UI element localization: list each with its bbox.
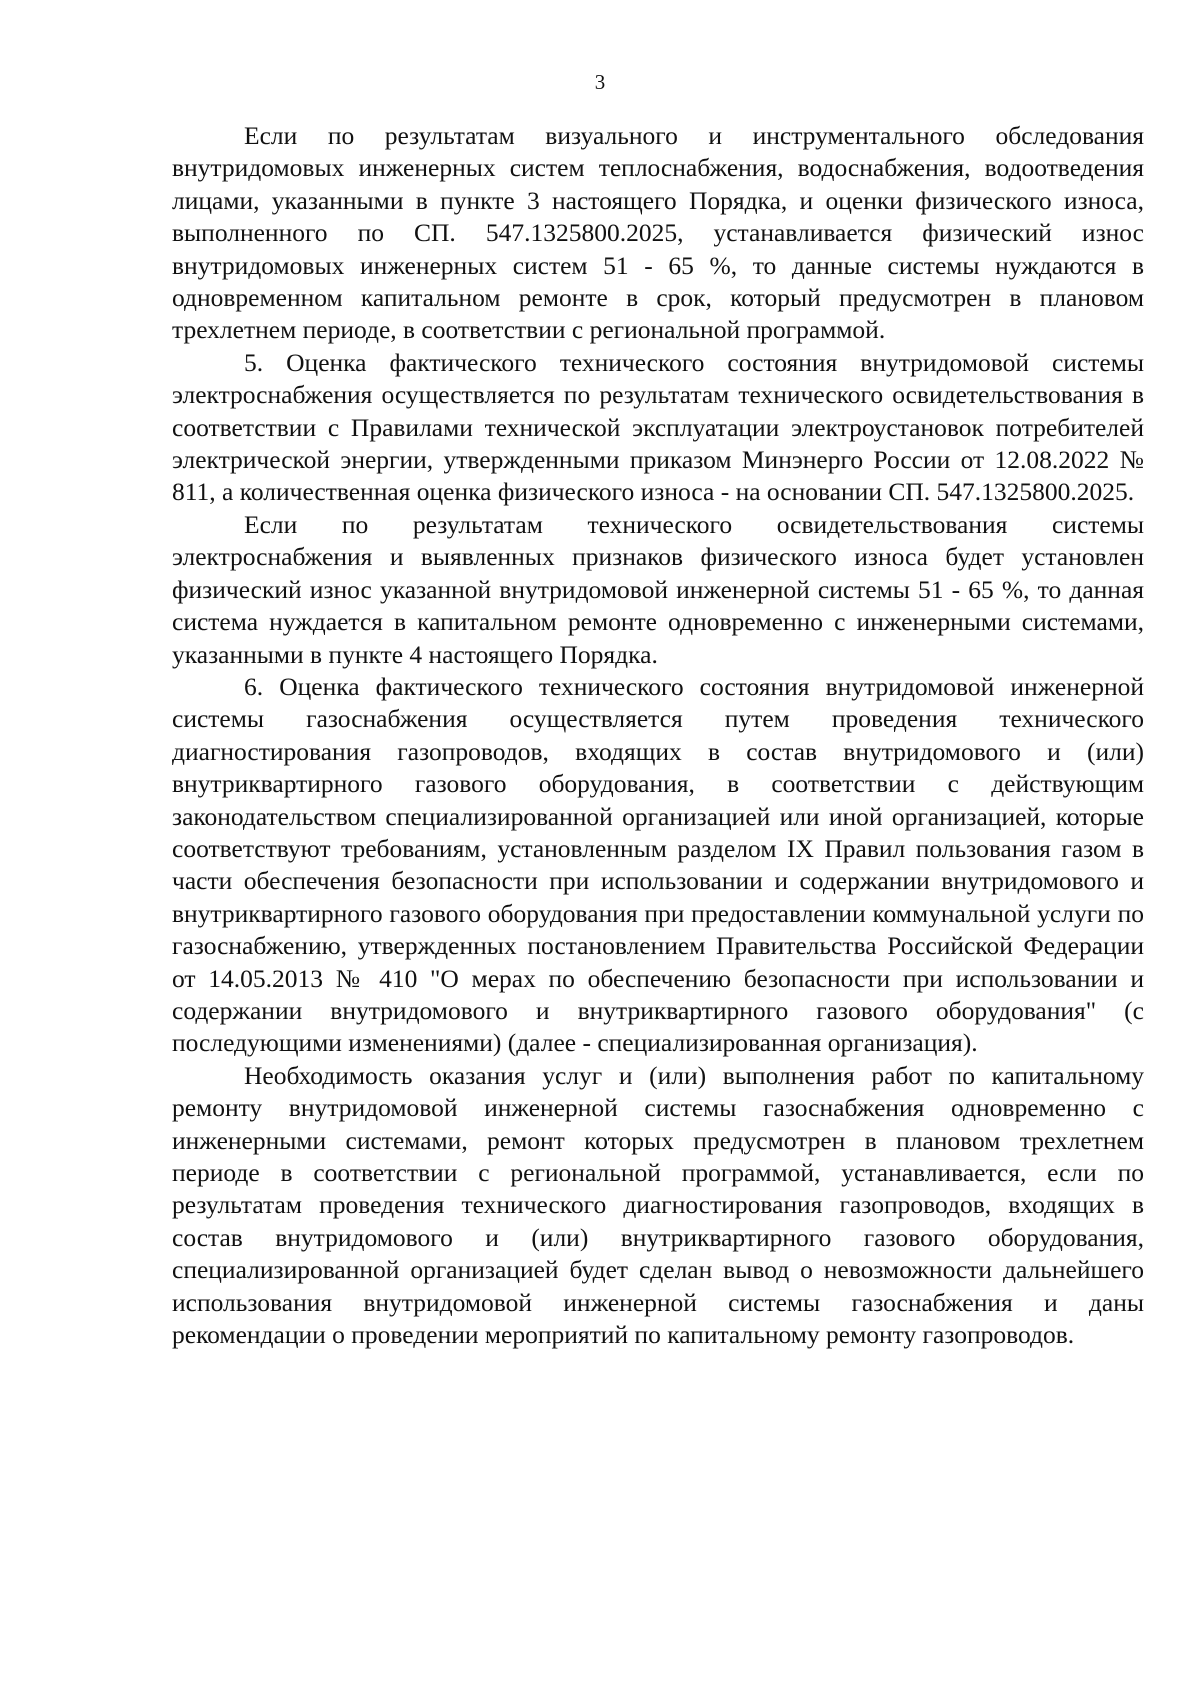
paragraph-gas-repair-necessity: Необходимость оказания услуг и (или) выполнения работ по капитальному ремонту внутридомовой инженерной системы газоснабжения одновременно с инженерными системами, ремонт которых предусмотрен в плановом трехлетнем периоде в соответствии с региональной программой, устанавливается, если по результатам проведения технического диагностирования газопроводов, входящих в состав внутридомового и (или) внутриквартирного газового оборудования, специализированной организацией будет сделан вывод о невозможности дальнейшего использования внутридомовой инженерной системы газоснабжения и даны рекомендации о проведении мероприятий по капитальному ремонту газопроводов. xyxy=(172,1060,1144,1350)
paragraph-inspection-result: Если по результатам визуального и инструментального обследования внутридомовых инженерных систем теплоснабжения, водоснабжения, водоотведения лицами, указанными в пункте 3 настоящего Порядка, и оценки физического износа, выполненного по СП. 547.1325800.2025, устанавливается физический износ внутридомовых инженерных систем 51 - 65 %, то данные системы нуждаются в одновременном капитальном ремонте в срок, который предусмотрен в плановом трехлетнем периоде, в соответствии с региональной программой. xyxy=(172,121,1144,345)
page-number: 3 xyxy=(594,70,606,94)
paragraph-electric-supply-result: Если по результатам технического освидетельствования системы электроснабжения и выявленных признаков физического износа будет установлен физический износ указанной внутридомовой инженерной системы 51 - 65 %, то данная система нуждается в капитальном ремонте одновременно с инженерными системами, указанными в пункте 4 настоящего Порядка. xyxy=(172,509,1144,669)
document-body xyxy=(172,120,1144,1351)
paragraph-item-6-gas-supply: 6. Оценка фактического технического состояния внутридомовой инженерной системы газоснабжения осуществляется путем проведения технического диагностирования газопроводов, входящих в состав внутридомового и (или) внутриквартирного газового оборудования, в соответствии с действующим законодательством специализированной организацией или иной организацией, которые соответствуют требованиям, установленным разделом IX Правил пользования газом в части обеспечения безопасности при использовании и содержании внутридомового и внутриквартирного газового оборудования при предоставлении коммунальной услуги по газоснабжению, утвержденных постановлением Правительства Российской Федерации от 14.05.2013 № 410 "О мерах по обеспечению безопасности при использовании и содержании внутридомового и внутриквартирного газового оборудования" (с последующими изменениями) (далее - специализированная организация). xyxy=(172,671,1144,1058)
paragraph-item-5-electric-supply: 5. Оценка фактического технического состояния внутридомовой системы электроснабжения осуществляется по результатам технического освидетельствования в соответствии с Правилами технической эксплуатации электроустановок потребителей электрической энергии, утвержденными приказом Минэнерго России от 12.08.2022 № 811, а количественная оценка физического износа - на основании СП. 547.1325800.2025. xyxy=(172,347,1144,507)
